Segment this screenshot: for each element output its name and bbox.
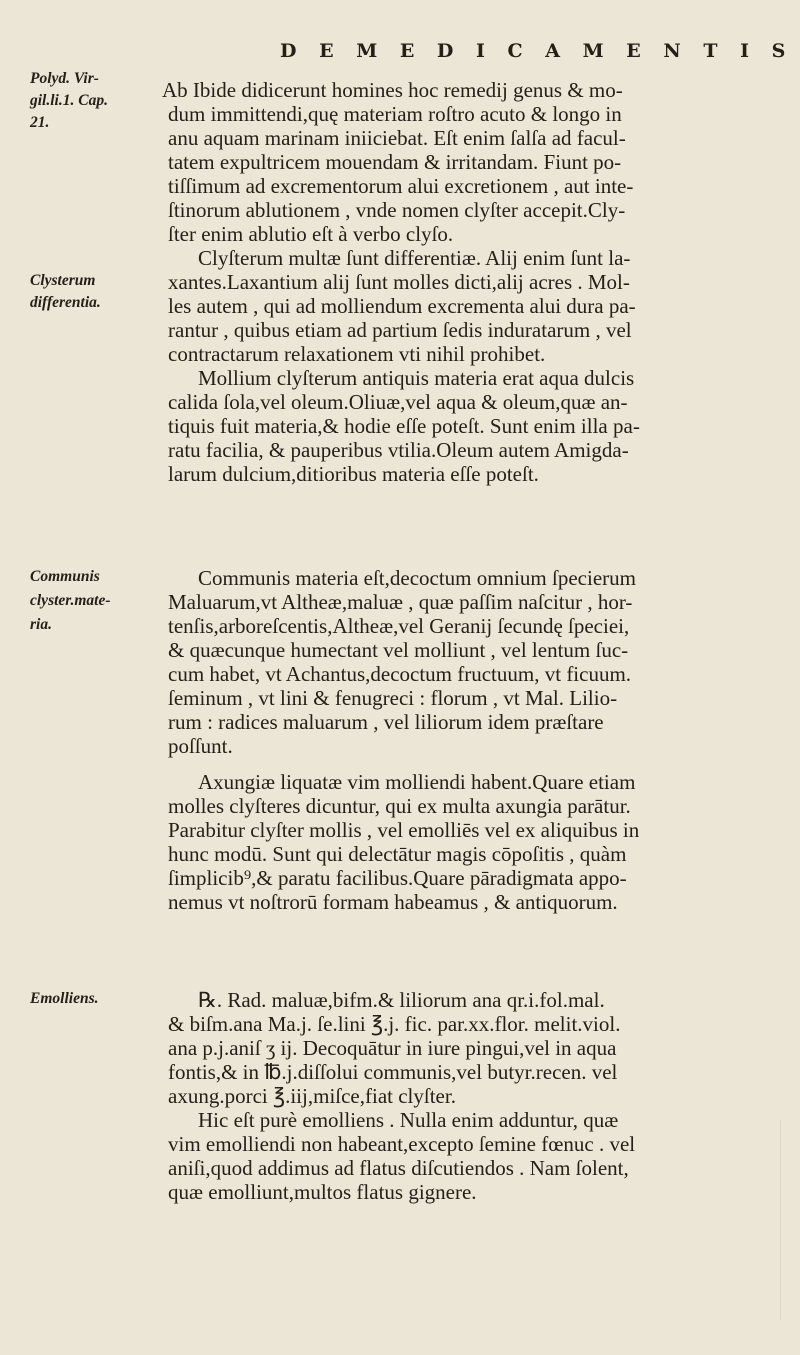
margin-note-21: 21. (30, 114, 50, 131)
text-line: & biſm.ana Ma.j. ſe.lini ℥.j. fic. par.xx.flor. melit.viol. (168, 1012, 621, 1036)
text-line: Hic eſt purè emolliens . Nulla enim adduntur, quæ (198, 1108, 619, 1132)
text-line: rantur , quibus etiam ad partium ſedis induratarum , vel (168, 318, 632, 342)
text-line: vim emolliendi non habeant,excepto ſemine fœnuc . vel (168, 1132, 636, 1156)
margin-note-gil: gil.li.1. Cap. (30, 92, 108, 109)
text-line: ana p.j.aniſ ʒ ij. Decoquātur in iure pingui,vel in aqua (168, 1036, 617, 1060)
text-line: ſimplicib⁹,& paratu facilibus.Quare pāradigmata appo- (168, 866, 627, 890)
text-line: rum : radices maluarum , vel liliorum idem præſtare (168, 710, 604, 734)
text-line: fontis,& in ℔.j.diſſolui communis,vel butyr.recen. vel (168, 1060, 618, 1084)
text-line: tenſis,arboreſcentis,Altheæ,vel Geranij ſecundę ſpeciei, (168, 614, 630, 638)
text-line: Communis materia eſt,decoctum omnium ſpecierum (198, 566, 636, 590)
text-line: contractarum relaxationem vti nihil prohibet. (168, 342, 546, 366)
text-line: aniſi,quod addimus ad flatus diſcutiendos . Nam ſolent, (168, 1156, 629, 1180)
text-line: tatem expultricem mouendam & irritandam. Fiunt po- (168, 150, 622, 174)
text-line: Parabitur clyſter mollis , vel emolliēs vel ex aliquibus in (168, 818, 640, 842)
text-line: calida ſola,vel oleum.Oliuæ,vel aqua & oleum,quæ an- (168, 390, 628, 414)
margin-note-clyster-materia: clyster.mate- (30, 592, 111, 609)
text-line: larum dulcium,ditioribus materia eſſe poteſt. (168, 462, 539, 486)
text-line: axung.porci ℥.iij,miſce,fiat clyſter. (168, 1084, 456, 1108)
text-line: ſeminum , vt lini & fenugreci : florum , vt Mal. Lilio- (168, 686, 618, 710)
text-line: Axungiæ liquatæ vim molliendi habent.Quare etiam (198, 770, 636, 794)
text-line: quæ emolliunt,multos flatus gignere. (168, 1180, 477, 1204)
margin-note-ria: ria. (30, 616, 52, 633)
text-line: dum immittendi,quę materiam roſtro acuto & longo in (168, 102, 622, 126)
text-line: & quæcunque humectant vel molliunt , vel lentum ſuc- (168, 638, 629, 662)
margin-note-communis: Communis (30, 568, 100, 585)
text-line: Clyſterum multæ ſunt differentiæ. Alij enim ſunt la- (198, 246, 631, 270)
margin-note-clysterum: Clysterum (30, 272, 96, 289)
text-line: xantes.Laxantium alij ſunt molles dicti,alij acres . Mol- (168, 270, 630, 294)
text-line: tiquis fuit materia,& hodie eſſe poteſt. Sunt enim illa pa- (168, 414, 640, 438)
running-head: D E M E D I C A M E N T I S (280, 40, 794, 62)
text-line: nemus vt noſtrorū formam habeamus , & antiquorum. (168, 890, 618, 914)
text-line: les autem , qui ad molliendum excrementa alui dura pa- (168, 294, 636, 318)
text-line: anu aquam marinam iniiciebat. Eſt enim ſalſa ad facul- (168, 126, 626, 150)
margin-note-differentia: differentia. (30, 294, 101, 311)
margin-note-emolliens: Emolliens. (30, 990, 99, 1007)
text-line: cum habet, vt Achantus,decoctum fructuum, vt ficuum. (168, 662, 632, 686)
margin-note-polyd: Polyd. Vir- (30, 70, 99, 87)
text-line: ſtinorum ablutionem , vnde nomen clyſter accepit.Cly- (168, 198, 626, 222)
text-line: hunc modū. Sunt qui delectātur magis cōpoſitis , quàm (168, 842, 627, 866)
text-line: Maluarum,vt Altheæ,maluæ , quæ paſſim naſcitur , hor- (168, 590, 633, 614)
text-line: poſſunt. (168, 734, 233, 758)
text-line: molles clyſteres dicuntur, qui ex multa axungia parātur. (168, 794, 631, 818)
page-edge-shadow (690, 1120, 781, 1320)
text-line: ℞. Rad. maluæ,bifm.& liliorum ana qr.i.fol.mal. (198, 988, 605, 1012)
text-line: ſter enim ablutio eſt à verbo clyſo. (168, 222, 454, 246)
text-line: Ab Ibide didicerunt homines hoc remedij genus & mo- (162, 78, 623, 102)
text-line: Mollium clyſterum antiquis materia erat aqua dulcis (198, 366, 635, 390)
text-line: ratu facilia, & pauperibus vtilia.Oleum autem Amigda- (168, 438, 629, 462)
text-line: tiſſimum ad excrementorum alui excretionem , aut inte- (168, 174, 634, 198)
